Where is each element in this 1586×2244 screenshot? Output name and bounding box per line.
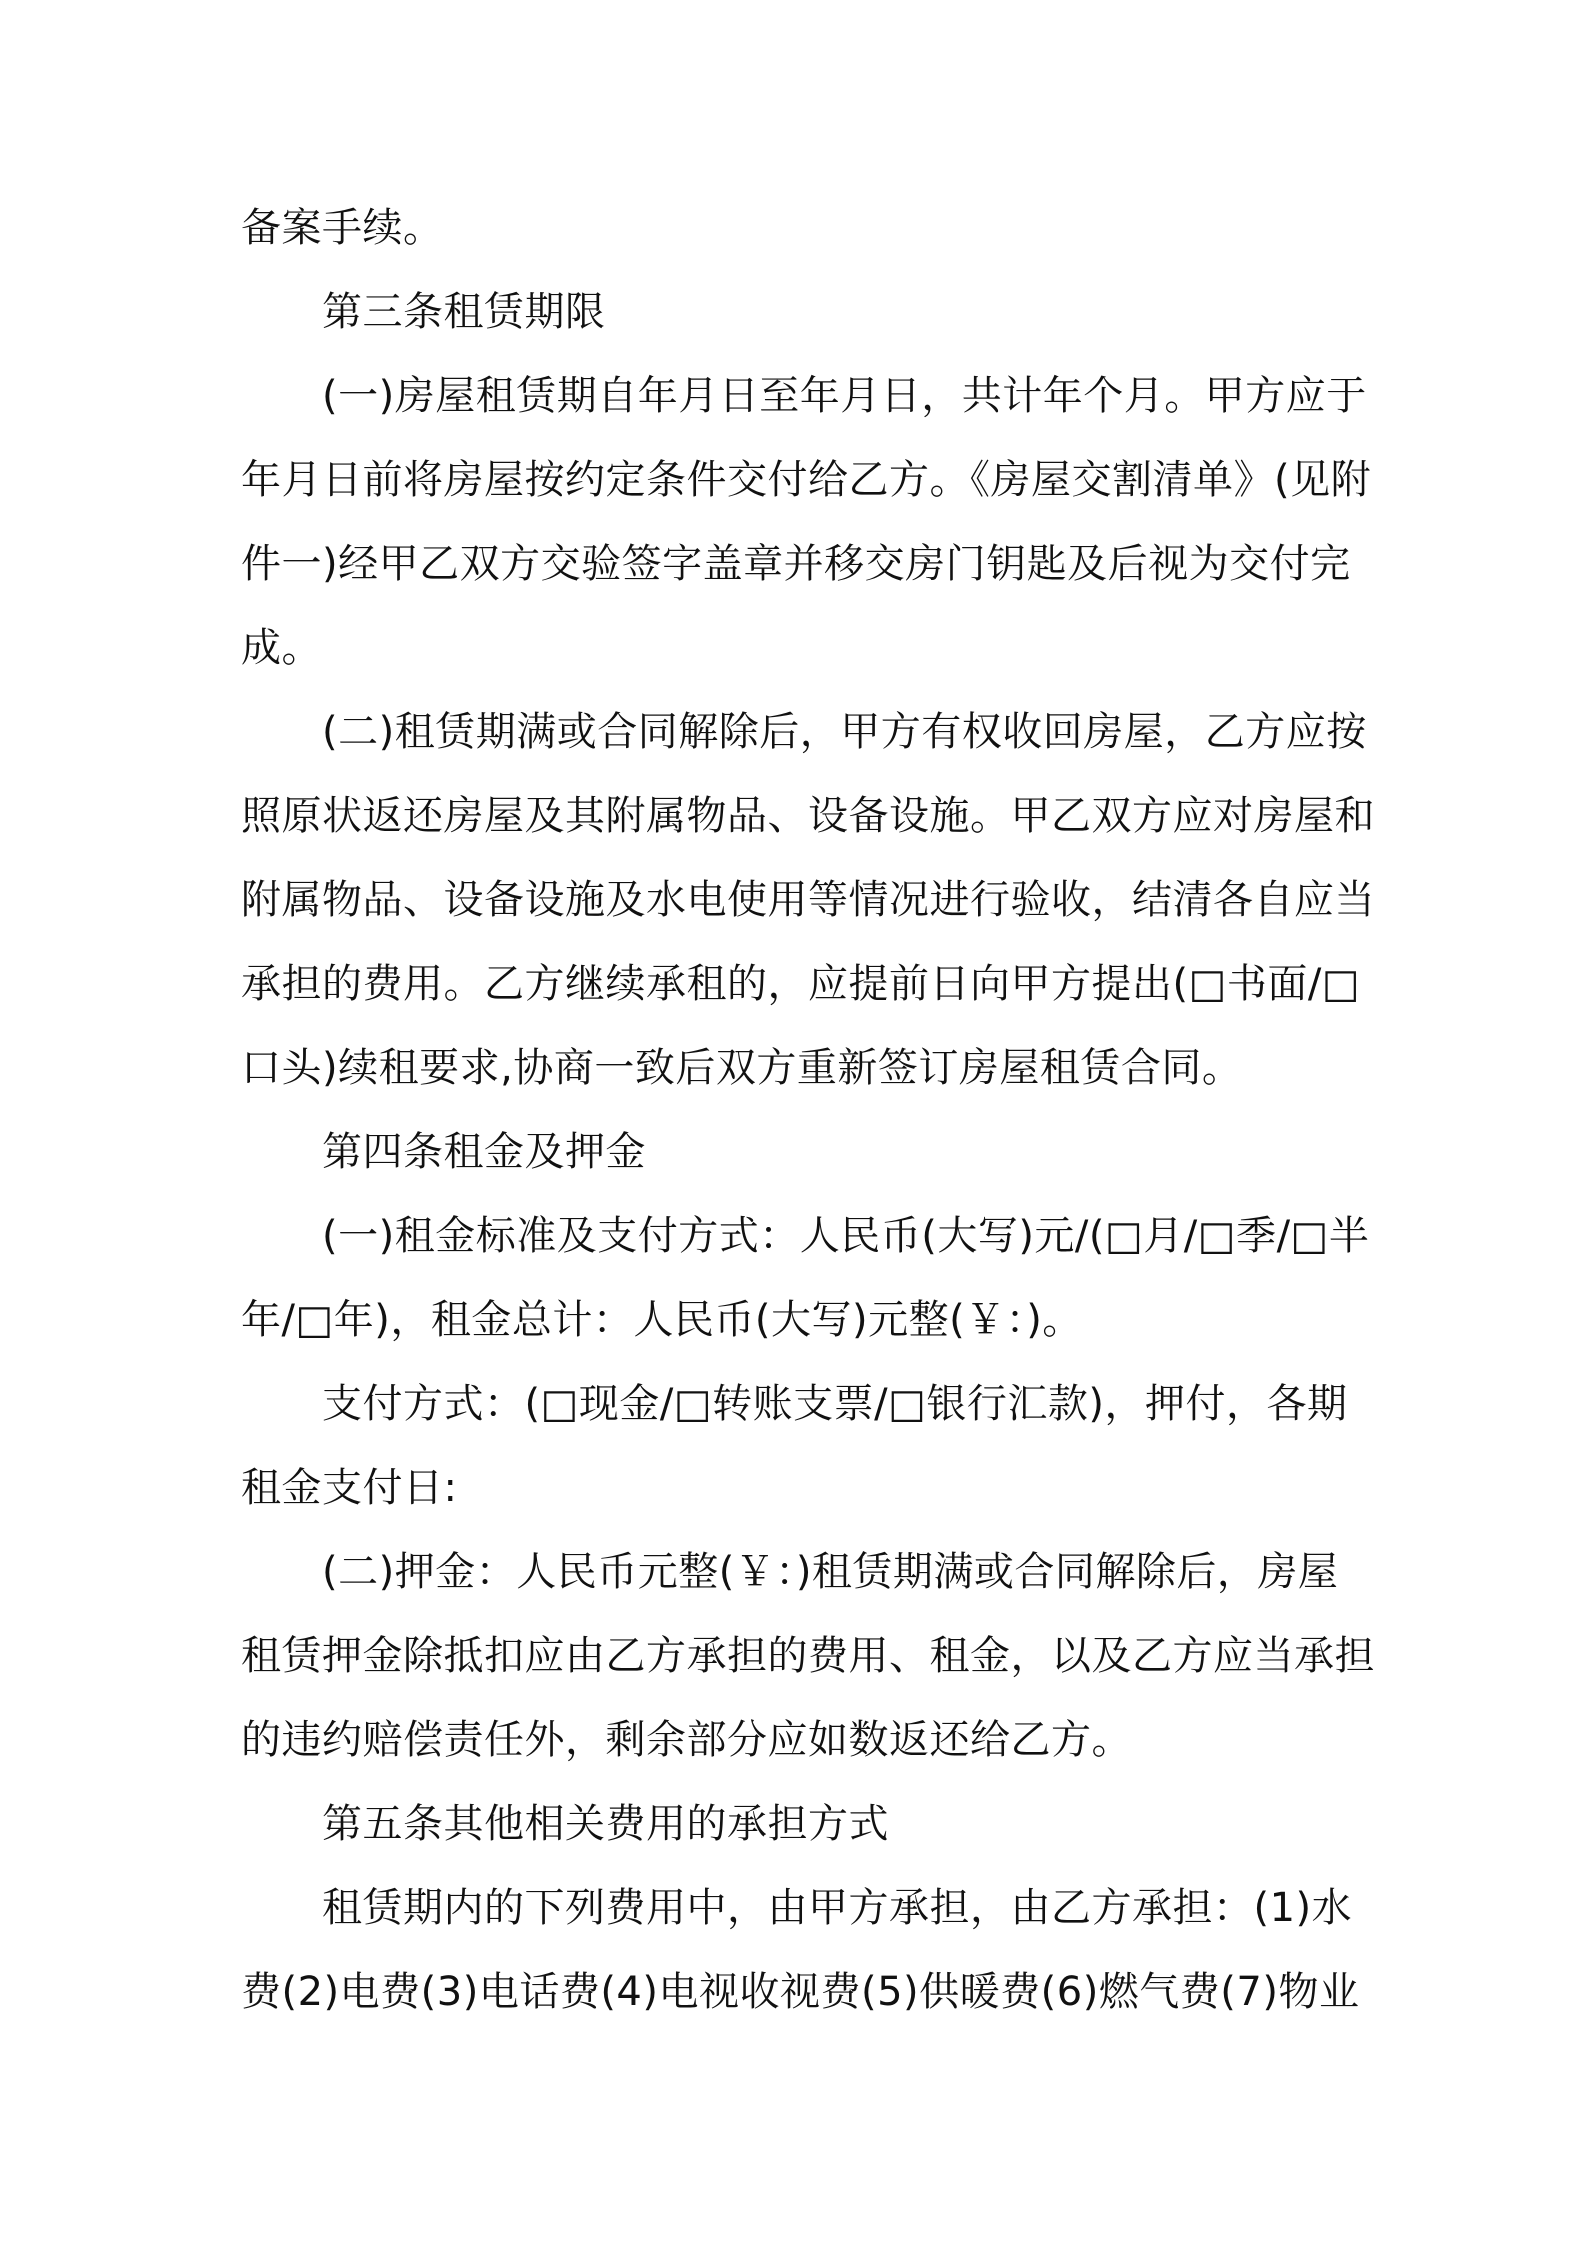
text-line: 费(2)电费(3)电话费(4)电视收视费(5)供暖费(6)燃气费(7)物业 bbox=[241, 1969, 1360, 2015]
text-line: 租金支付日: bbox=[241, 1465, 458, 1511]
text-line: 照原状返还房屋及其附属物品、设备设施。甲乙双方应对房屋和 bbox=[241, 793, 1375, 839]
text-line: 备案手续。 bbox=[241, 205, 444, 251]
text-line: 的违约赔偿责任外，剩余部分应如数返还给乙方。 bbox=[241, 1717, 1132, 1763]
text-line: 成。 bbox=[241, 625, 322, 671]
text-line: (二)押金：人民币元整(￥：)租赁期满或合同解除后，房屋 bbox=[322, 1549, 1339, 1595]
text-line: 租赁押金除抵扣应由乙方承担的费用、租金，以及乙方应当承担 bbox=[241, 1633, 1375, 1679]
text-line: 年月日前将房屋按约定条件交付给乙方。《房屋交割清单》(见附 bbox=[241, 457, 1372, 503]
text-line: 件一)经甲乙双方交验签字盖章并移交房门钥匙及后视为交付完 bbox=[241, 541, 1351, 587]
section-heading: 第三条租赁期限 bbox=[322, 289, 606, 335]
text-line: (一)租金标准及支付方式：人民币(大写)元/(□月/□季/□半 bbox=[322, 1213, 1370, 1259]
section-heading: 第五条其他相关费用的承担方式 bbox=[322, 1801, 889, 1847]
text-line: (一)房屋租赁期自年月日至年月日，共计年个月。甲方应于 bbox=[322, 373, 1367, 419]
text-line: 支付方式：(□现金/□转账支票/□银行汇款)，押付，各期 bbox=[322, 1381, 1348, 1427]
text-line: 附属物品、设备设施及水电使用等情况进行验收，结清各自应当 bbox=[241, 877, 1375, 923]
text-line: 年/□年)，租金总计：人民币(大写)元整(￥：)。 bbox=[241, 1297, 1083, 1343]
text-line: 口头)续租要求,协商一致后双方重新签订房屋租赁合同。 bbox=[241, 1045, 1243, 1091]
text-line: 租赁期内的下列费用中，由甲方承担，由乙方承担：(1)水 bbox=[322, 1885, 1353, 1931]
text-line: (二)租赁期满或合同解除后，甲方有权收回房屋，乙方应按 bbox=[322, 709, 1367, 755]
text-line: 承担的费用。乙方继续承租的，应提前日向甲方提出(□书面/□ bbox=[241, 961, 1361, 1007]
section-heading: 第四条租金及押金 bbox=[322, 1129, 646, 1175]
